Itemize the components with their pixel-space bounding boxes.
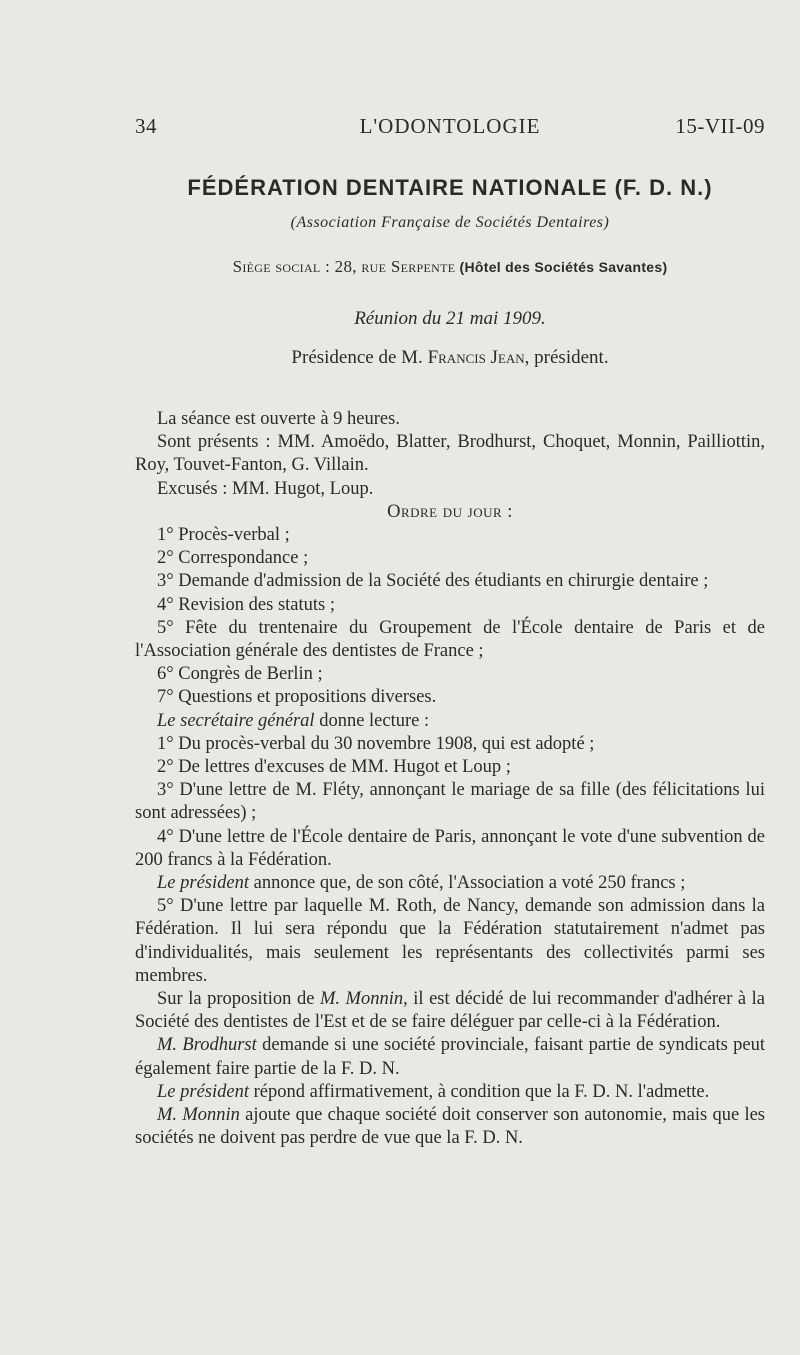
journal-title: L'ODONTOLOGIE [359, 114, 541, 138]
paragraph [135, 1081, 765, 1104]
paragraph [135, 872, 765, 895]
paragraph [135, 594, 765, 617]
paragraph-text: , il est décidé de lui recommander d'adhérer à la Société des dentistes de l'Est et de se faire déléguer par celle-ci à la Fédération. [135, 989, 765, 1033]
minutes-body [135, 408, 765, 1151]
presidency-line [135, 347, 765, 369]
paragraph-lead: Sur la proposition de [157, 989, 320, 1010]
speaker-name: M. Brodhurst [157, 1035, 257, 1056]
agenda-heading [135, 501, 765, 524]
president-name: Francis Jean [427, 347, 525, 368]
paragraph-text: Ordre du jour : [387, 501, 513, 522]
paragraph-text: La séance est ouverte à 9 heures. [157, 409, 400, 429]
paragraph-text: 4° Revision des statuts ; [157, 594, 336, 615]
paragraph-text: ajoute que chaque société doit conserver son autonomie, mais que les sociétés ne doivent pas perdre de vue que la F. D. N. [135, 1105, 765, 1149]
issue-date: 15-VII-09 [675, 114, 765, 138]
paragraph [135, 408, 765, 431]
seat-number: : 28, [320, 257, 362, 276]
speaker-name: Le président [157, 1081, 249, 1102]
seat-street: rue Serpente [361, 257, 456, 276]
paragraph-text: 4° D'une lettre de l'École dentaire de Paris, annonçant le vote d'une subvention de 200 francs à la Fédération. [135, 826, 765, 870]
paragraph-text: 1° Du procès-verbal du 30 novembre 1908, qui est adopté ; [157, 733, 595, 754]
paragraph [135, 478, 765, 501]
meeting-date: Réunion du 21 mai 1909. [354, 308, 546, 329]
paragraph [135, 988, 765, 1034]
paragraph-text: demande si une société provinciale, faisant partie de syndicats peut également faire partie de la F. D. N. [135, 1035, 766, 1079]
seat-building: (Hôtel des Sociétés Savantes) [455, 259, 668, 275]
presidency-prefix: Présidence de M. [291, 347, 428, 368]
paragraph-text: 3° Demande d'admission de la Société des étudiants en chirurgie dentaire ; [157, 571, 709, 592]
paragraph [135, 524, 765, 547]
paragraph-text: Excusés : MM. Hugot, Loup. [157, 478, 374, 499]
page-number: 34 [135, 114, 157, 138]
paragraph [135, 431, 765, 477]
paragraph [135, 895, 765, 988]
paragraph-text: 5° D'une lettre par laquelle M. Roth, de Nancy, demande son admission dans la Fédération. Il lui sera répondu que la Fédération statutairement n'admet pas d'individualités, mais seulement les représentants des collectivités parmi ses membres. [135, 896, 765, 986]
section-title: FÉDÉRATION DENTAIRE NATIONALE (F. D. N.) [187, 175, 713, 200]
speaker-name: M. Monnin [319, 989, 404, 1010]
paragraph [135, 663, 765, 686]
paragraph-text: 5° Fête du trentenaire du Groupement de l'École dentaire de Paris et de l'Association générale des dentistes de France ; [135, 617, 765, 662]
paragraph [135, 733, 765, 756]
headquarters-line [135, 257, 765, 277]
speaker-name: M. Monnin [157, 1105, 240, 1126]
paragraph [135, 617, 765, 663]
paragraph [135, 547, 765, 570]
section-subtitle: (Association Française de Sociétés Dentaires) [290, 214, 610, 231]
paragraph [135, 1104, 765, 1150]
paragraph-text: Sont présents : MM. Amoëdo, Blatter, Brodhurst, Choquet, Monnin, Pailliottin, Roy, Touvet-Fanton, G. Villain. [135, 432, 765, 476]
paragraph [135, 686, 765, 709]
paragraph [135, 710, 765, 733]
paragraph [135, 570, 765, 593]
paragraph-text: 2° Correspondance ; [157, 548, 309, 569]
paragraph-text: 1° Procès-verbal ; [157, 525, 290, 546]
speaker-name: Le président [157, 873, 249, 894]
seat-label: Siège social [232, 257, 321, 276]
paragraph-text: 3° D'une lettre de M. Fléty, annonçant le mariage de sa fille (des félicitations lui sont adressées) ; [135, 780, 765, 824]
paragraph [135, 779, 765, 825]
paragraph [135, 1034, 765, 1080]
paragraph [135, 826, 765, 872]
speaker-name: Le secrétaire général [157, 710, 315, 731]
paragraph-text: donne lecture : [314, 710, 430, 731]
paragraph-text: 6° Congrès de Berlin ; [157, 664, 323, 685]
running-header [135, 114, 765, 144]
paragraph-text: répond affirmativement, à condition que la F. D. N. l'admette. [248, 1081, 710, 1102]
paragraph [135, 756, 765, 779]
paragraph-text: 7° Questions et propositions diverses. [157, 687, 437, 708]
presidency-suffix: , président. [524, 347, 609, 368]
paragraph-text: annonce que, de son côté, l'Association a voté 250 francs ; [248, 873, 686, 894]
paragraph-text: 2° De lettres d'excuses de MM. Hugot et Loup ; [157, 757, 511, 778]
